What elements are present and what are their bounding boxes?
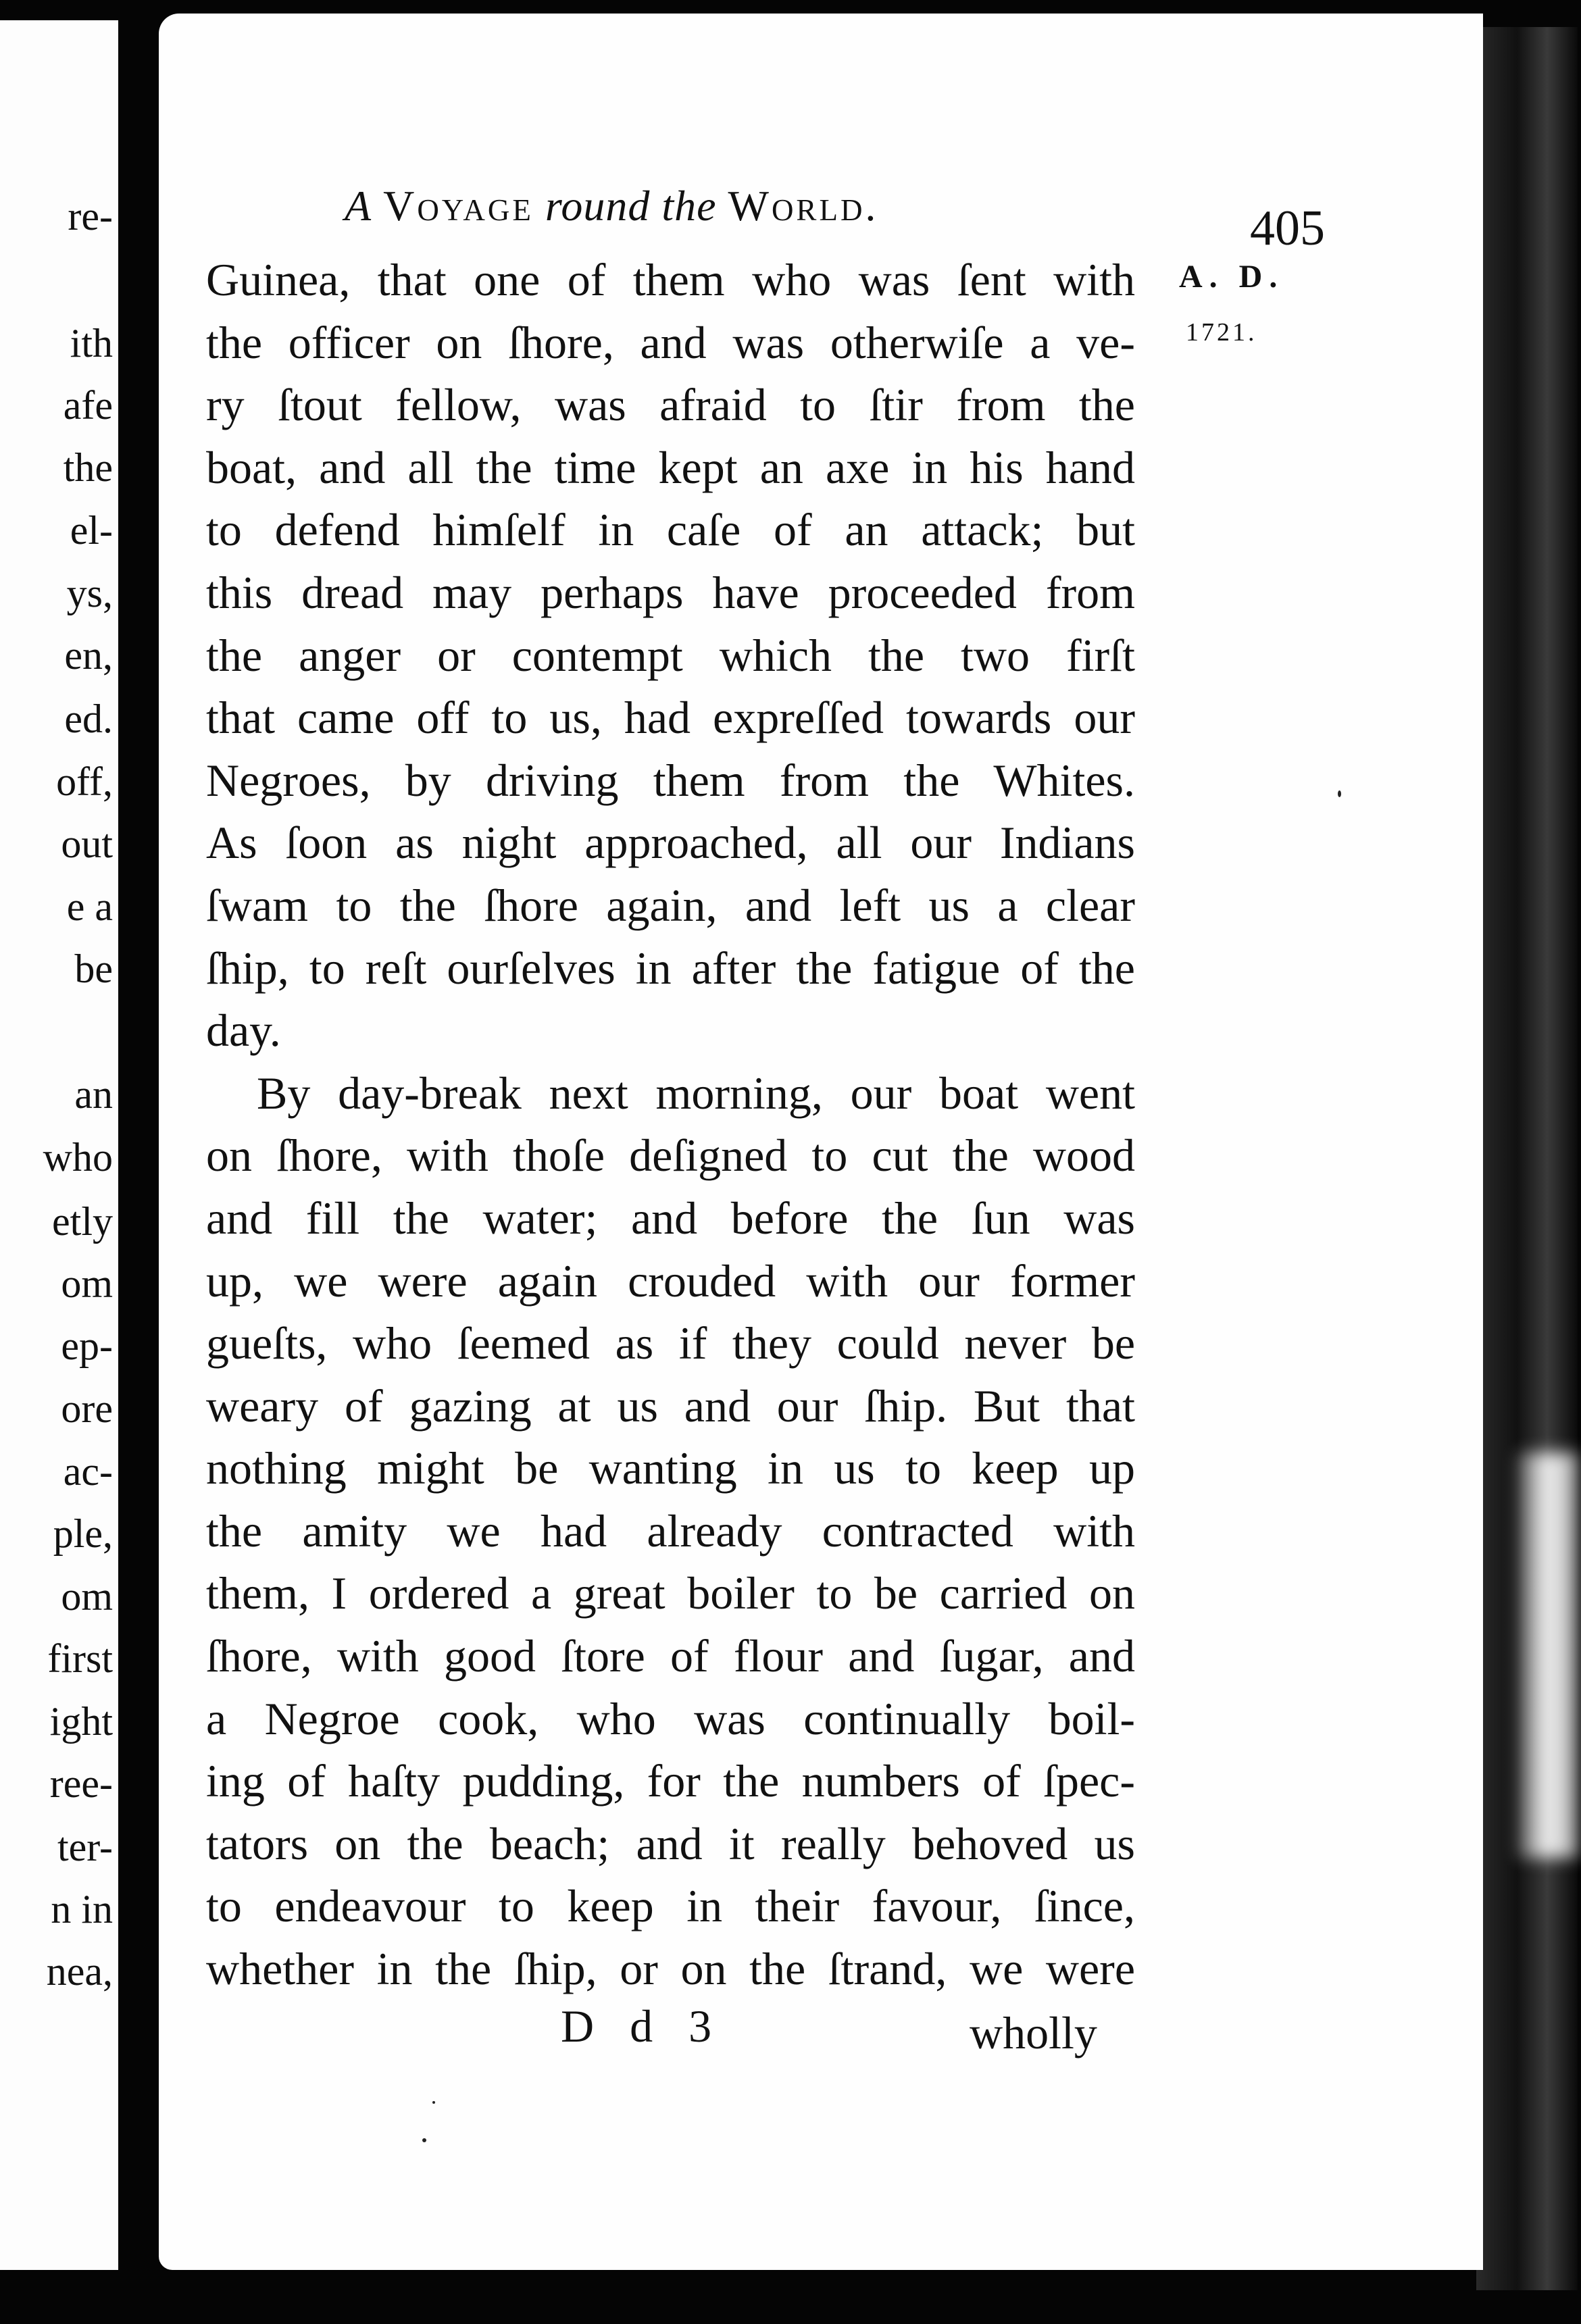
left-page-fragment: ter-	[57, 1825, 113, 1869]
left-page-fragment: ep-	[61, 1323, 113, 1368]
left-page-fragment: e a	[66, 884, 113, 929]
text-line: that came off to us, had expreſſed towards our	[206, 692, 1135, 744]
text-line: gueſts, who ſeemed as if they could never be	[206, 1317, 1135, 1369]
running-head-world: World.	[728, 182, 879, 230]
text-line: Negroes, by driving them from the Whites.	[206, 754, 1135, 806]
text-line: this dread may perhaps have proceeded from	[206, 566, 1135, 618]
text-line: ry ſtout fellow, was afraid to ſtir from the	[206, 379, 1135, 431]
left-page-fragment: an	[74, 1072, 113, 1117]
page-edge-strip	[1476, 27, 1578, 2290]
left-page-fragment: ple,	[53, 1511, 113, 1556]
text-line: ſhip, to reſt ourſelves in after the fatigue of the	[206, 942, 1135, 994]
text-line: the anger or contempt which the two firſt	[206, 629, 1135, 681]
text-line: to defend himſelf in caſe of an attack; but	[206, 504, 1135, 556]
text-line: and fill the water; and before the ſun was	[206, 1192, 1135, 1244]
left-page-fragment: ed.	[64, 697, 113, 741]
body-text	[206, 249, 1135, 2000]
left-page-fragment: first	[47, 1636, 113, 1681]
running-head	[345, 181, 878, 231]
text-line: boat, and all the time kept an axe in his hand	[206, 441, 1135, 493]
left-page-fragment: be	[74, 946, 113, 991]
left-page-fragment: ree-	[49, 1761, 113, 1806]
text-line: Guinea, that one of them who was ſent with	[206, 254, 1135, 305]
text-line: day.	[206, 1005, 281, 1057]
text-line: ſhore, with good ſtore of flour and ſugar, and	[206, 1630, 1135, 1682]
left-page-fragment: ith	[70, 321, 113, 365]
left-page-fragment: etly	[52, 1199, 113, 1244]
left-page-fragment: el-	[70, 508, 113, 553]
scan-speck	[422, 2138, 426, 2142]
text-line: up, we were again crouded with our former	[206, 1255, 1135, 1307]
text-line: them, I ordered a great boiler to be carried on	[206, 1567, 1135, 1619]
page-edge-highlight	[1517, 1452, 1578, 1858]
text-line: ſwam to the ſhore again, and left us a clear	[206, 879, 1135, 931]
left-page-fragment: ore	[61, 1386, 113, 1431]
scan-speck	[1338, 790, 1341, 797]
page-number: 405	[1250, 201, 1325, 256]
text-line: By day-break next morning, our boat went	[257, 1067, 1135, 1119]
text-line: to endeavour to keep in their favour, ſince,	[206, 1880, 1135, 1932]
running-head-round-the: round the	[545, 182, 717, 230]
text-line: the amity we had already contracted with	[206, 1505, 1135, 1557]
scan-speck	[432, 2101, 435, 2104]
left-page-fragment: re-	[68, 194, 113, 238]
left-page-fragment: ight	[49, 1699, 113, 1744]
catchword: wholly	[970, 2007, 1097, 2058]
text-line: As ſoon as night approached, all our Indians	[206, 817, 1135, 869]
left-page-fragment: nea,	[46, 1949, 113, 1994]
text-line: the officer on ſhore, and was otherwiſe a ve-	[206, 316, 1135, 368]
left-page-fragment: ys,	[66, 571, 113, 615]
text-line: weary of gazing at us and our ſhip. But that	[206, 1380, 1135, 1432]
text-line: whether in the ſhip, or on the ſtrand, we were	[206, 1943, 1135, 1995]
text-line: a Negroe cook, who was continually boil-	[206, 1692, 1135, 1744]
text-line: ing of haſty pudding, for the numbers of ſpec-	[206, 1755, 1135, 1807]
left-page-fragment: om	[61, 1261, 113, 1306]
left-page-fragment: om	[61, 1574, 113, 1619]
left-page-fragment: afe	[63, 383, 113, 428]
text-line: on ſhore, with thoſe deſigned to cut the wood	[206, 1130, 1135, 1182]
left-page-fragment: the	[63, 445, 113, 490]
left-page-fragment: n in	[51, 1887, 113, 1931]
left-page-fragment: off,	[56, 759, 113, 804]
margin-note-year: 1721.	[1186, 318, 1257, 347]
text-line: tators on the beach; and it really behoved us	[206, 1817, 1135, 1869]
margin-note-ad: A. D.	[1179, 259, 1284, 295]
left-page-fragment: en,	[64, 633, 113, 678]
running-head-voyage: Voyage	[383, 182, 534, 230]
left-page-fragment: out	[61, 822, 113, 866]
facing-page-left	[0, 20, 118, 2270]
left-page-fragment: who	[43, 1135, 113, 1180]
signature-mark: D d 3	[561, 2000, 724, 2052]
running-head-article: A	[345, 182, 372, 230]
text-line: nothing might be wanting in us to keep up	[206, 1442, 1135, 1494]
left-page-fragment: ac-	[63, 1449, 113, 1494]
